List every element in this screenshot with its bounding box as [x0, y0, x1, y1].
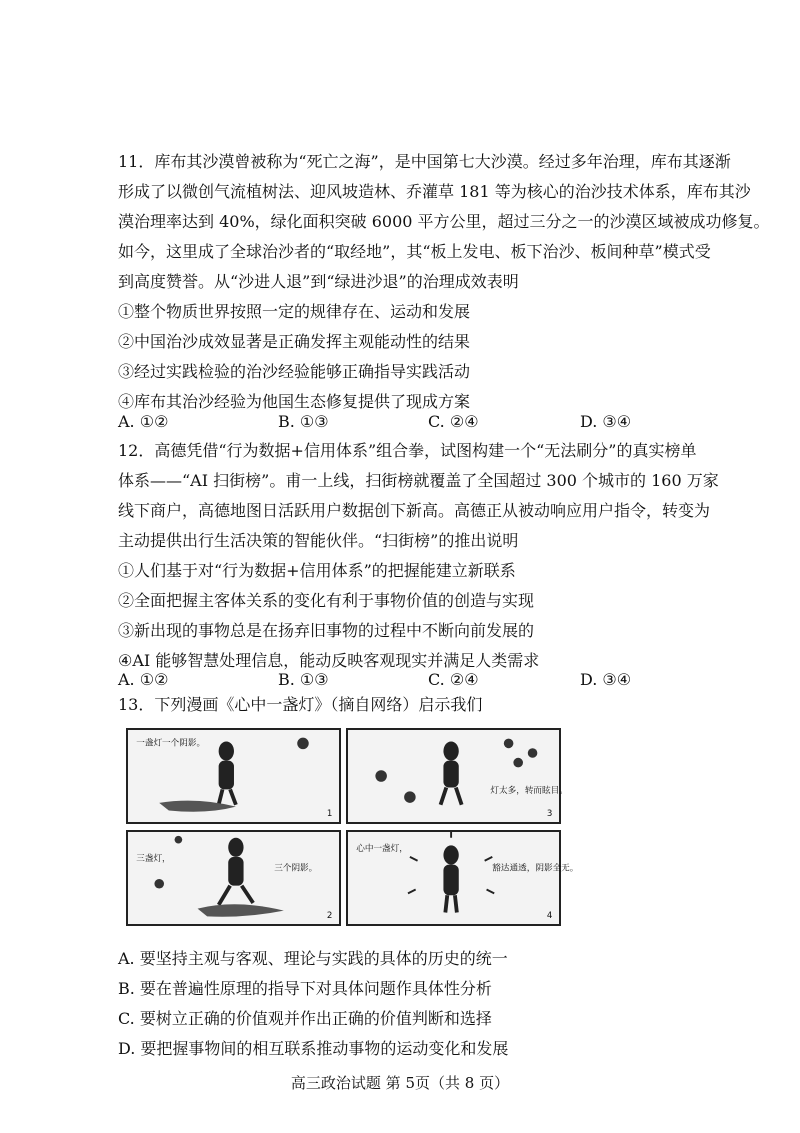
q11-stem-line: 如今，这里成了全球治沙者的“取经地”，其“板上发电、板下治沙、板间种草”模式受	[118, 242, 711, 261]
q11-options	[118, 412, 718, 438]
question-13	[118, 690, 728, 720]
q11-stem-line: 漠治理率达到 40%，绿化面积突破 6000 平方公里，超过三分之一的沙漠区域被成功修复。	[118, 212, 770, 231]
panel-4-caption-left: 心中一盏灯，	[356, 844, 408, 855]
comic-panel-3-drawing	[348, 730, 568, 822]
q11-stem-line: 到高度赞誉。从“沙进人退”到“绿进沙退”的治理成效表明	[118, 272, 519, 291]
q11-item: ②中国治沙成效显著是正确发挥主观能动性的结果	[118, 332, 471, 351]
q11-item: ③经过实践检验的治沙经验能够正确指导实践活动	[118, 362, 471, 381]
q12-option-d[interactable]: D. ③④	[580, 670, 632, 689]
comic-panel-4-drawing	[348, 832, 579, 924]
q13-choice-c[interactable]: C. 要树立正确的价值观并作出正确的价值判断和选择	[118, 1009, 492, 1028]
comic-panel-1-drawing	[128, 730, 339, 822]
q11-item: ④库布其治沙经验为他国生态修复提供了现成方案	[118, 392, 471, 411]
q11-stem-line: 11．库布其沙漠曾被称为“死亡之海”，是中国第七大沙漠。经过多年治理，库布其逐渐	[118, 152, 731, 171]
q12-option-b[interactable]: B. ①③	[278, 670, 329, 689]
comic-panel-3	[346, 728, 568, 824]
comic-strip	[126, 728, 579, 928]
q11-item: ①整个物质世界按照一定的规律存在、运动和发展	[118, 302, 471, 321]
panel-2-caption-right: 三个阴影。	[274, 863, 318, 874]
panel-4-caption-right: 豁达通透，阴影全无。	[492, 863, 579, 874]
panel-3-caption: 灯太多，转而眩目。	[490, 786, 568, 797]
q12-item: ①人们基于对“行为数据+信用体系”的把握能建立新联系	[118, 561, 516, 580]
panel-2-number: 2	[326, 911, 333, 922]
page-footer: 高三政治试题 第 5页（共 8 页）	[290, 1074, 510, 1092]
comic-panel-2-drawing	[128, 832, 339, 924]
comic-panel-4	[346, 830, 579, 926]
q11-stem-line: 形成了以微创气流植树法、迎风坡造林、乔灌草 181 等为核心的治沙技术体系，库布其沙	[118, 182, 751, 201]
q11-option-b[interactable]: B. ①③	[278, 412, 329, 431]
q13-choice-b[interactable]: B. 要在普遍性原理的指导下对具体问题作具体性分析	[118, 979, 492, 998]
q12-item: ④AI 能够智慧处理信息，能动反映客观现实并满足人类需求	[118, 651, 540, 670]
q13-choice-d[interactable]: D. 要把握事物间的相互联系推动事物的运动变化和发展	[118, 1039, 509, 1058]
comic-panel-1	[126, 728, 341, 824]
q12-item: ②全面把握主客体关系的变化有利于事物价值的创造与实现	[118, 591, 535, 610]
panel-1-number: 1	[326, 809, 333, 820]
q12-option-a[interactable]: A. ①②	[118, 670, 169, 689]
q13-choice-a[interactable]: A. 要坚持主观与客观、理论与实践的具体的历史的统一	[118, 949, 508, 968]
panel-4-number: 4	[546, 911, 553, 922]
panel-1-caption: 一盏灯一个阴影。	[136, 738, 206, 749]
question-12	[118, 436, 728, 676]
q12-stem-line: 12．高德凭借“行为数据+信用体系”组合拳，试图构建一个“无法刷分”的真实榜单	[118, 441, 697, 460]
q13-stem: 13．下列漫画《心中一盏灯》（摘自网络）启示我们	[118, 695, 483, 714]
q11-option-c[interactable]: C. ②④	[428, 412, 479, 431]
q11-option-d[interactable]: D. ③④	[580, 412, 632, 431]
q12-stem-line: 线下商户，高德地图日活跃用户数据创下新高。高德正从被动响应用户指令，转变为	[118, 501, 711, 520]
q12-option-c[interactable]: C. ②④	[428, 670, 479, 689]
q12-stem-line: 主动提供出行生活决策的智能伙伴。“扫街榜”的推出说明	[118, 531, 519, 550]
q11-option-a[interactable]: A. ①②	[118, 412, 169, 431]
panel-3-number: 3	[546, 809, 553, 820]
q12-item: ③新出现的事物总是在扬弃旧事物的过程中不断向前发展的	[118, 621, 535, 640]
panel-2-caption-left: 三盏灯，	[136, 853, 171, 864]
comic-panel-2	[126, 830, 341, 926]
question-11	[118, 147, 770, 417]
q12-stem-line: 体系——“AI 扫街榜”。甫一上线，扫街榜就覆盖了全国超过 300 个城市的 160 万家	[118, 471, 719, 490]
